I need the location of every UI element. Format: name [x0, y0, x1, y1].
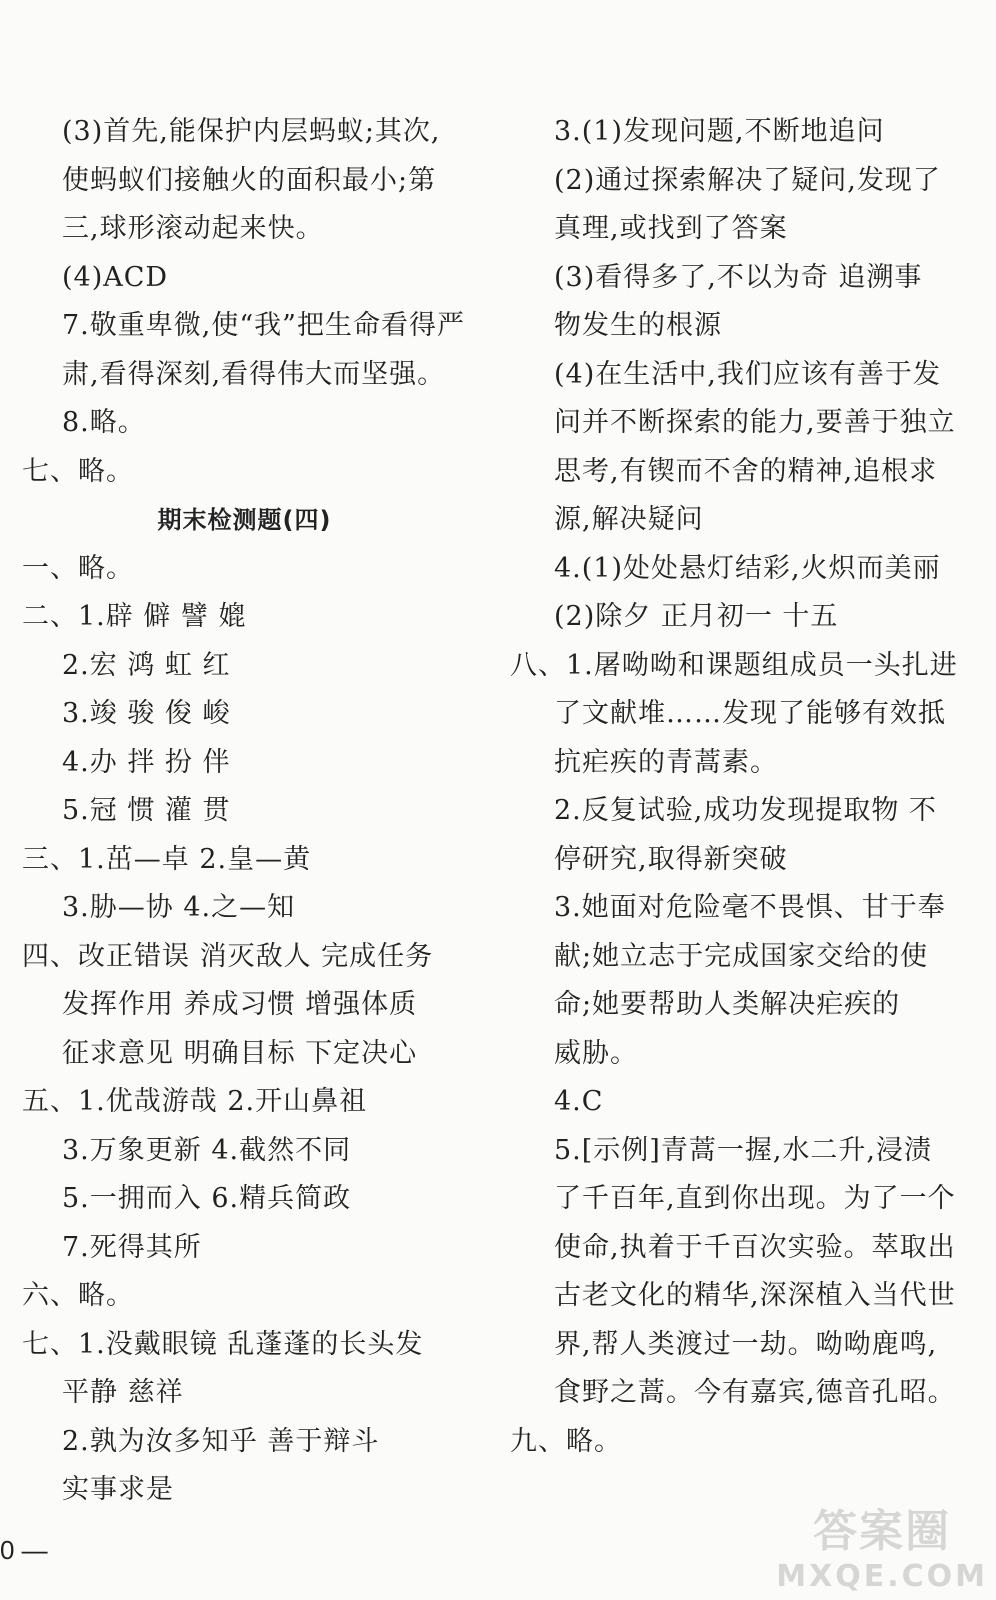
text-line: 4.C — [554, 1086, 604, 1117]
section-title: 期末检测题(四) — [157, 506, 332, 534]
text-line: 古老文化的精华,深深植入当代世 — [554, 1280, 956, 1311]
text-line: 发挥作用 养成习惯 增强体质 — [62, 989, 418, 1020]
text-line: 七、1.没戴眼镜 乱蓬蓬的长头发 — [22, 1328, 424, 1360]
text-line: 三,球形滚动起来快。 — [62, 213, 324, 244]
page-number: 0 — — [0, 1535, 48, 1565]
text-line: 7.死得其所 — [62, 1231, 202, 1263]
text-line: 2.宏 鸿 虹 红 — [62, 649, 231, 681]
text-line: 五、1.优哉游哉 2.开山鼻祖 — [22, 1086, 368, 1117]
text-line: 实事求是 — [62, 1474, 174, 1505]
watermark-cn: 答案圈 — [813, 1506, 952, 1557]
text-line: 3.(1)发现问题,不断地追问 — [554, 116, 885, 147]
text-line: 九、略。 — [510, 1425, 622, 1457]
text-line: 3.她面对危险毫不畏惧、甘于奉 — [554, 892, 946, 923]
text-line: (3)看得多了,不以为奇 追溯事 — [554, 261, 923, 293]
text-line: (2)除夕 正月初一 十五 — [554, 601, 839, 632]
watermark-en: MXQE.COM — [776, 1559, 988, 1594]
text-line: 威胁。 — [554, 1037, 638, 1069]
text-line: 3.万象更新 4.截然不同 — [62, 1134, 352, 1166]
text-line: (4)ACD — [62, 261, 169, 293]
text-line: 三、1.茁—卓 2.皇—黄 — [22, 843, 312, 875]
text-line: 七、略。 — [22, 455, 134, 487]
text-line: 二、1.辟 僻 譬 媲 — [22, 601, 247, 632]
text-line: 肃,看得深刻,看得伟大而坚强。 — [62, 358, 446, 390]
text-line: 物发生的根源 — [554, 310, 722, 341]
text-line: 2.孰为汝多知乎 善于辩斗 — [62, 1425, 380, 1457]
text-line: 了千百年,直到你出现。为了一个 — [554, 1183, 956, 1214]
text-line: 2.反复试验,成功发现提取物 不 — [554, 795, 937, 826]
text-line: 使蚂蚁们接触火的面积最小;第 — [62, 164, 437, 196]
text-line: 献;她立志于完成国家交给的使 — [554, 940, 929, 972]
text-line: 界,帮人类渡过一劫。呦呦鹿鸣, — [554, 1328, 938, 1360]
text-line: 4.(1)处处悬灯结彩,火炽而美丽 — [554, 552, 941, 584]
text-line: 源,解决疑问 — [554, 504, 704, 535]
text-line: 5.冠 惯 灌 贯 — [62, 795, 231, 826]
text-line: 征求意见 明确目标 下定决心 — [62, 1037, 418, 1069]
text-line: 3.胁—协 4.之—知 — [62, 892, 296, 923]
text-line: 4.办 拌 扮 伴 — [62, 746, 231, 778]
text-line: 命;她要帮助人类解决疟疾的 — [554, 989, 901, 1020]
text-line: 7.敬重卑微,使“我”把生命看得严 — [62, 310, 465, 341]
text-line: 5.一拥而入 6.精兵简政 — [62, 1183, 352, 1214]
text-line: 思考,有锲而不舍的精神,追根求 — [554, 455, 938, 487]
text-line: 3.竣 骏 俊 峻 — [62, 698, 231, 729]
text-line: (3)首先,能保护内层蚂蚁;其次, — [62, 116, 441, 147]
text-line: (2)通过探索解决了疑问,发现了 — [554, 164, 941, 196]
text-line: 一、略。 — [22, 552, 134, 584]
text-line: 停研究,取得新突破 — [554, 843, 788, 875]
text-line: 八、1.屠呦呦和课题组成员一头扎进 — [510, 649, 958, 681]
text-line: 平静 慈祥 — [62, 1377, 184, 1408]
text-line: 真理,或找到了答案 — [554, 213, 788, 244]
text-line: 8.略。 — [62, 407, 146, 438]
text-line: 使命,执着于千百次实验。萃取出 — [554, 1231, 956, 1263]
text-line: 问并不断探索的能力,要善于独立 — [554, 407, 956, 438]
text-line: 抗疟疾的青蒿素。 — [554, 746, 778, 778]
text-line: 了文献堆……发现了能够有效抵 — [554, 698, 946, 729]
right-column — [510, 108, 970, 1466]
text-line: 六、略。 — [22, 1280, 134, 1311]
left-column — [22, 108, 467, 1515]
text-line: (4)在生活中,我们应该有善于发 — [554, 358, 941, 390]
text-line: 5.[示例]青蒿一握,水二升,浸渍 — [554, 1134, 932, 1166]
text-line: 四、改正错误 消灭敌人 完成任务 — [22, 940, 434, 972]
text-line: 食野之蒿。今有嘉宾,德音孔昭。 — [554, 1377, 956, 1408]
watermark-logo — [776, 1495, 988, 1594]
